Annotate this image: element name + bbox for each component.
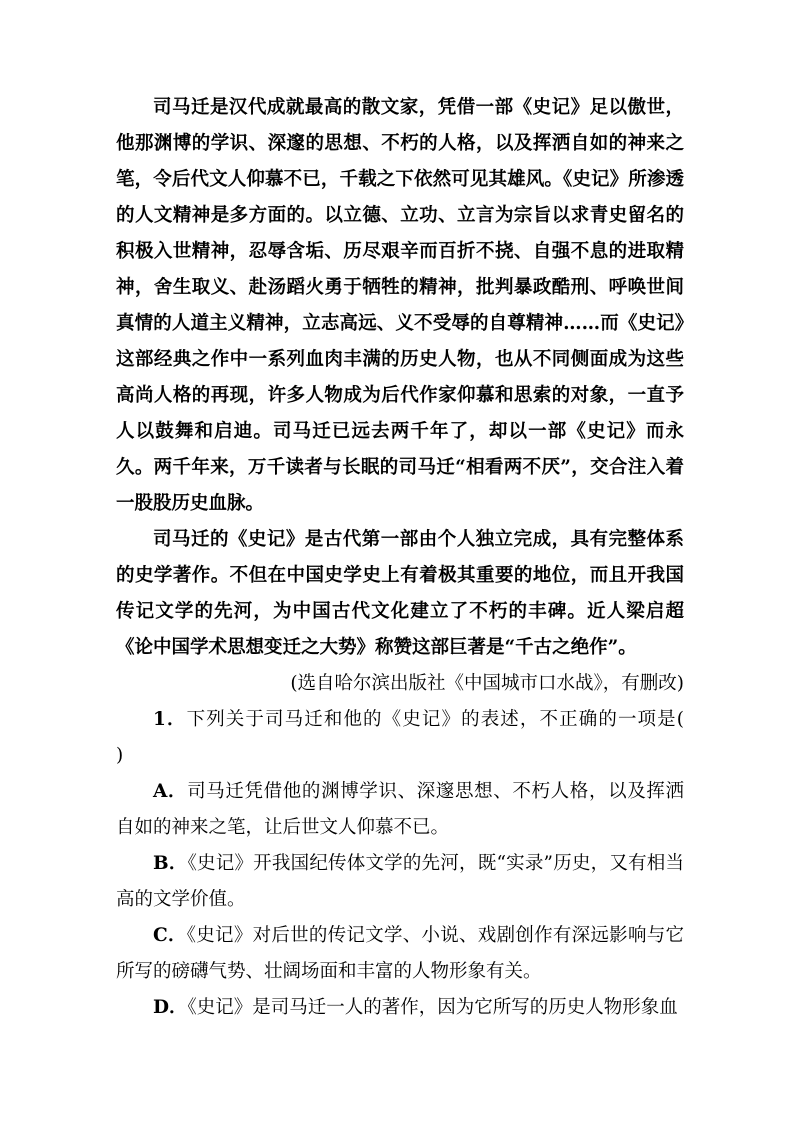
option-a bbox=[116, 774, 684, 846]
option-label: D． bbox=[153, 997, 188, 1018]
option-d bbox=[116, 990, 684, 1026]
option-text: 司马迁凭借他的渊博学识、深邃思想、不朽人格，以及挥洒自如的神来之笔，让后世文人仰慕不已。 bbox=[116, 781, 684, 838]
option-text: 《史记》开我国纪传体文学的先河，既“实录”历史，又有相当高的文学价值。 bbox=[116, 853, 685, 910]
option-text: 《史记》对后世的传记文学、小说、戏剧创作有深远影响与它所写的磅礴气势、壮阔场面和丰富的人物形象有关。 bbox=[116, 925, 684, 982]
option-text: 《史记》是司马迁一人的著作，因为它所写的历史人物形象血 bbox=[187, 997, 678, 1018]
passage-source: (选自哈尔滨出版社《中国城市口水战》，有删改) bbox=[290, 673, 684, 694]
option-label: B． bbox=[153, 853, 188, 874]
passage-paragraph-1: 司马迁是汉代成就最高的散文家，凭借一部《史记》足以傲世，他那渊博的学识、深邃的思想、不朽的人格，以及挥洒自如的神来之笔，令后代文人仰慕不已，千载之下依然可见其雄风。《史记》所渗透的人文精神是多方面的。以立德、立功、立言为宗旨以求青史留名的积极入世精神，忍辱含垢、历尽艰辛而百折不挠、自强不息的进取精神，舍生取义、赴汤蹈火勇于牺牲的精神，批判暴政酷刑、呼唤世间真情的人道主义精神，立志高远、义不受辱的自尊精神……而《史记》这部经典之作中一系列血肉丰满的历史人物，也从不同侧面成为这些高尚人格的再现，许多人物成为后代作家仰慕和思索的对象，一直予人以鼓舞和启迪。司马迁已远去两千年了，却以一部《史记》而永久。两千年来，万千读者与长眠的司马迁“相看两不厌”，交合注入着一股股历史血脉。 bbox=[116, 97, 684, 514]
option-c bbox=[116, 918, 684, 990]
option-label: C． bbox=[153, 925, 187, 946]
passage-paragraph-2: 司马迁的《史记》是古代第一部由个人独立完成，具有完整体系的史学著作。不但在中国史学史上有着极其重要的地位，而且开我国传记文学的先河，为中国古代文化建立了不朽的丰碑。近人梁启超《论中国学术思想变迁之大势》称赞这部巨著是“千古之绝作”。 bbox=[116, 529, 684, 658]
question-1-stem bbox=[116, 702, 722, 774]
document-page bbox=[116, 90, 722, 1026]
question-text: 下列关于司马迁和他的《史记》的表述，不正确的一项是( ) bbox=[116, 709, 722, 766]
question-number: 1． bbox=[153, 709, 187, 730]
option-b bbox=[116, 846, 684, 918]
option-label: A． bbox=[153, 781, 188, 802]
